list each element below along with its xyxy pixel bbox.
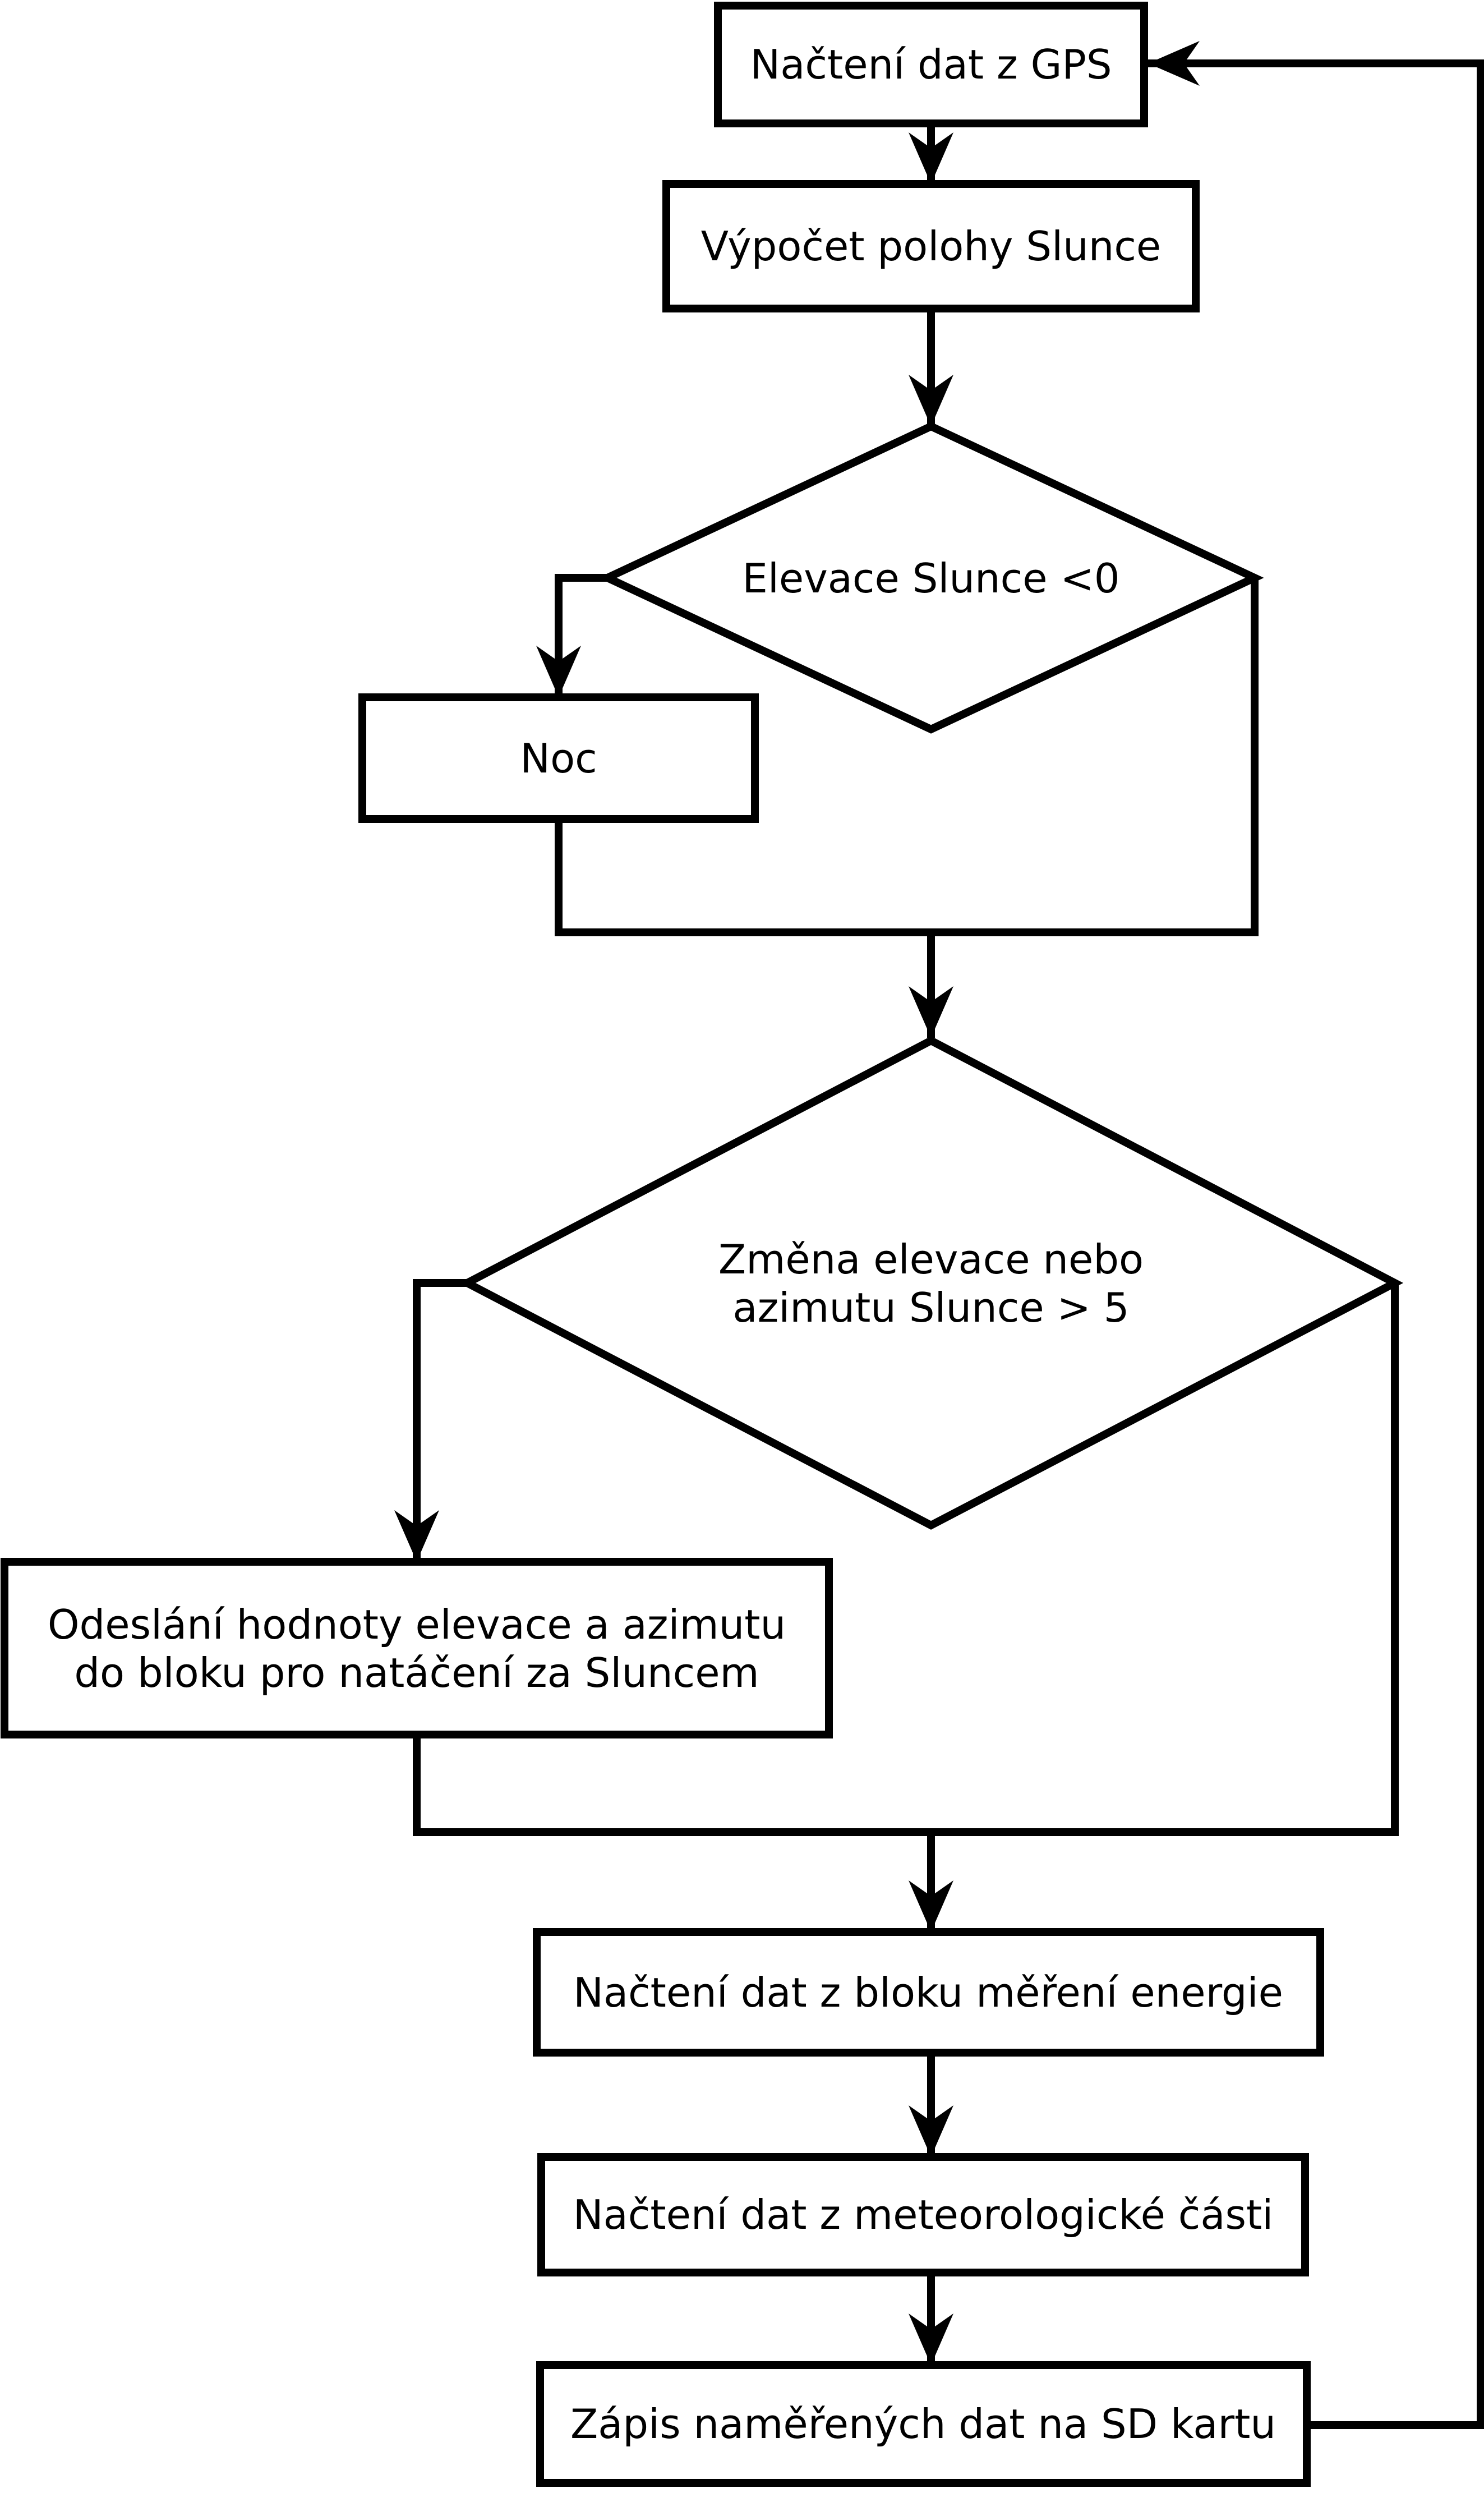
node-decision-sun-elevation <box>607 426 1255 729</box>
change-label-line1: Změna elevace nebo <box>718 1236 1144 1283</box>
energy-label: Načtení dat z bloku měření energie <box>573 1969 1283 2016</box>
node-decision-change <box>467 1041 1395 1525</box>
night-label: Noc <box>520 735 597 782</box>
node-send-elevation-azimuth <box>4 1562 829 1735</box>
edge-change-to-send <box>417 1283 467 1562</box>
send-label-line2: do bloku pro natáčení za Sluncem <box>74 1649 759 1696</box>
sun-elevation-label: Elevace Slunce <0 <box>742 555 1120 602</box>
sd-label: Zápis naměřených dat na SD kartu <box>570 2400 1276 2448</box>
meteo-label: Načtení dat z meteorologické části <box>573 2191 1274 2238</box>
node-night <box>362 697 755 819</box>
node-load-meteo-data <box>541 2157 1305 2273</box>
compute-sun-label: Výpočet polohy Slunce <box>700 223 1162 270</box>
change-label-line2: azimutu Slunce > 5 <box>732 1284 1130 1331</box>
node-compute-sun-position <box>666 184 1196 309</box>
node-load-gps <box>718 6 1144 123</box>
load-gps-label: Načtení dat z GPS <box>750 41 1112 88</box>
node-load-energy-data <box>537 1932 1320 2053</box>
send-box <box>4 1562 829 1735</box>
send-label-line1: Odeslání hodnoty elevace a azimutu <box>47 1601 786 1648</box>
node-write-sd-card <box>540 2365 1307 2483</box>
change-diamond <box>467 1041 1395 1525</box>
